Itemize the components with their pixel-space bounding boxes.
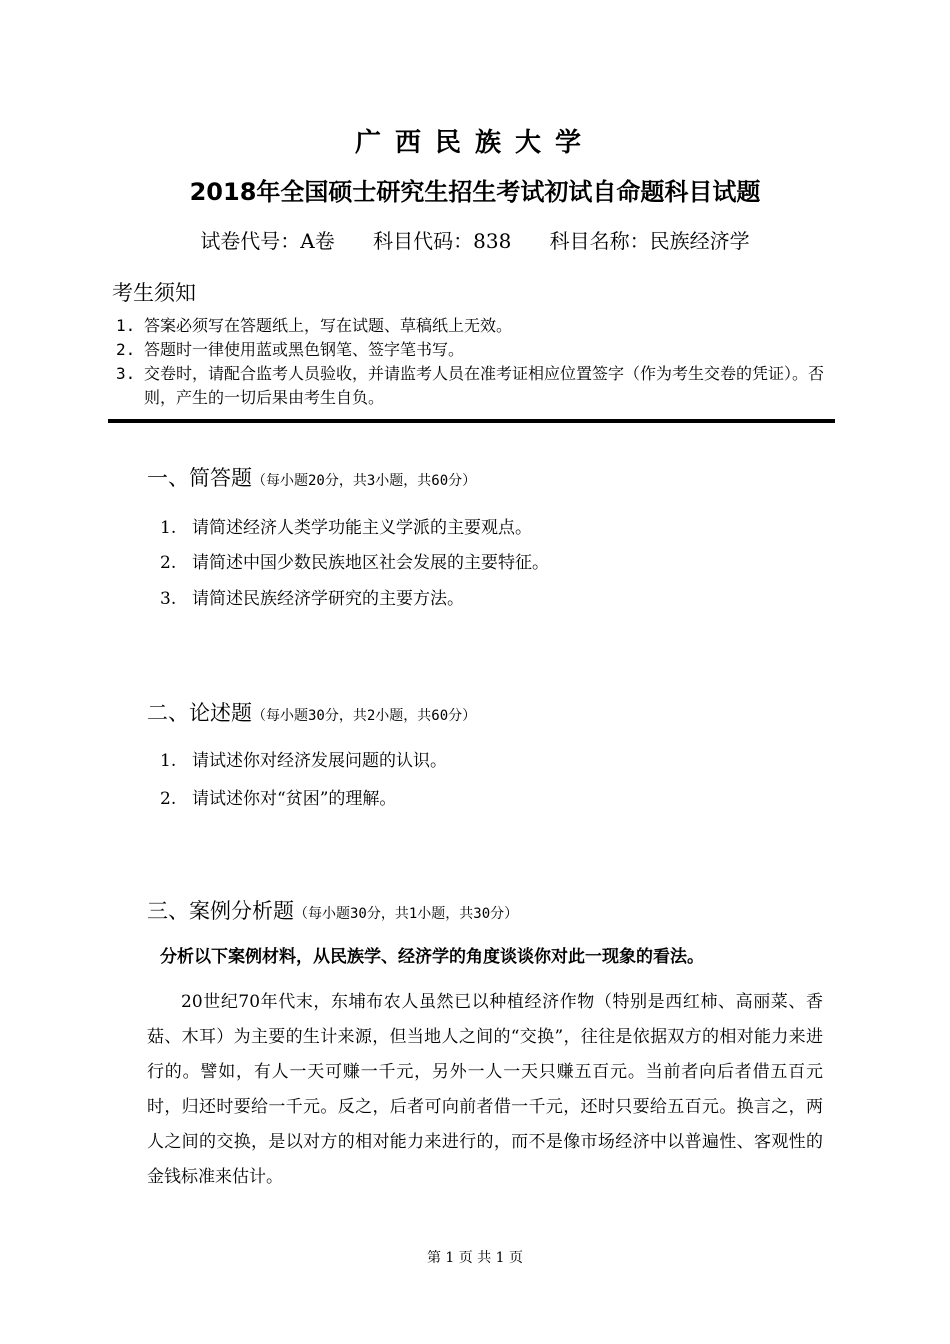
notice-list xyxy=(116,314,836,410)
question-item xyxy=(160,584,464,609)
question-text: 请简述经济人类学功能主义学派的主要观点。 xyxy=(192,518,532,538)
page-footer: 第 1 页 共 1 页 xyxy=(426,1250,524,1266)
section-3-heading xyxy=(147,895,518,925)
question-number: 3. xyxy=(160,589,177,609)
section-title: 三、案例分析题 xyxy=(147,899,294,923)
paper-meta xyxy=(0,225,950,254)
section-scoring-note: （每小题30分，共2小题，共60分） xyxy=(252,708,477,724)
question-item xyxy=(160,548,549,573)
question-number: 2. xyxy=(160,789,177,809)
paper-code: 试卷代号：A卷 xyxy=(200,229,335,253)
question-item xyxy=(160,746,447,771)
notice-item-text: 答题时一律使用蓝或黑色钢笔、签字笔书写。 xyxy=(144,340,465,359)
notice-item xyxy=(116,362,836,410)
question-number: 1. xyxy=(160,518,177,538)
university-name: 广西民族大学 xyxy=(354,128,595,158)
question-text: 请试述你对经济发展问题的认识。 xyxy=(192,751,447,771)
question-item xyxy=(160,513,532,538)
notice-title: 考生须知 xyxy=(112,281,196,305)
notice-item-text: 交卷时，请配合监考人员验收，并请监考人员在准考证相应位置签字（作为考生交卷的凭证）。否则，产生的一切后果由考生自负。 xyxy=(144,364,825,407)
subject-code: 科目代码：838 xyxy=(373,229,512,253)
notice-item-number: 1. xyxy=(116,316,136,335)
section-1-heading xyxy=(147,462,476,492)
notice-item-text: 答案必须写在答题纸上，写在试题、草稿纸上无效。 xyxy=(144,316,513,335)
section-2-heading xyxy=(147,697,476,727)
question-number: 1. xyxy=(160,751,177,771)
header-divider xyxy=(108,419,835,423)
notice-item xyxy=(116,338,836,362)
section-scoring-note: （每小题20分，共3小题，共60分） xyxy=(252,473,477,489)
question-item xyxy=(160,784,396,809)
section-scoring-note: （每小题30分，共1小题，共30分） xyxy=(294,906,519,922)
case-material: 20世纪70年代末，东埔布农人虽然已以种植经济作物（特别是西红柿、高丽菜、香菇、木耳）为主要的生计来源，但当地人之间的“交换”，往往是依据双方的相对能力来进行的。譬如，有人一天可赚一千元，另外一人一天只赚五百元。当前者向后者借五百元时，归还时要给一千元。反之，后者可向前者借一千元，还时只要给五百元。换言之，两人之间的交换，是以对方的相对能力来进行的，而不是像市场经济中以普遍性、客观性的金钱标准来估计。 xyxy=(147,992,823,1187)
exam-title: 2018年全国硕士研究生招生考试初试自命题科目试题 xyxy=(189,178,761,206)
question-text: 请简述民族经济学研究的主要方法。 xyxy=(192,589,464,609)
notice-item xyxy=(116,314,836,338)
section-title: 二、论述题 xyxy=(147,701,252,725)
notice-item-number: 2. xyxy=(116,340,136,359)
question-text: 请试述你对“贫困”的理解。 xyxy=(192,789,397,809)
subject-name: 科目名称：民族经济学 xyxy=(549,229,750,253)
section-title: 一、简答题 xyxy=(147,466,252,490)
question-text: 请简述中国少数民族地区社会发展的主要特征。 xyxy=(192,553,549,573)
case-prompt: 分析以下案例材料，从民族学、经济学的角度谈谈你对此一现象的看法。 xyxy=(160,947,704,967)
notice-item-number: 3. xyxy=(116,364,136,383)
question-number: 2. xyxy=(160,553,177,573)
